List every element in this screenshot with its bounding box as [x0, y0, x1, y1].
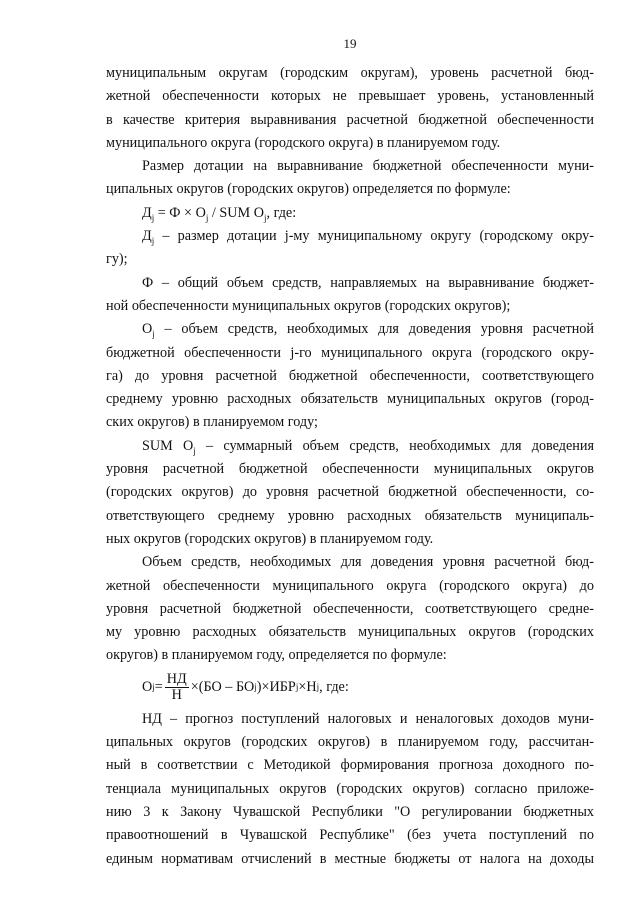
- fraction-numerator: НД: [166, 671, 187, 688]
- formula-fraction: [165, 672, 189, 703]
- text-sub: j: [193, 445, 196, 456]
- formula-ibr: ИБР: [269, 679, 296, 696]
- text-part: – суммарный объем средств, необходимых для доведения: [195, 437, 594, 454]
- text-part: O: [142, 321, 153, 338]
- formula-paren-close: ): [256, 679, 262, 696]
- text-part: – размер дотации j-му муниципальному округу (городскому окру-: [154, 228, 594, 245]
- formula-times: ×: [261, 679, 270, 696]
- text-line: жетной обеспеченности муниципального округа (городского округа) до: [106, 577, 594, 594]
- formula-part: , где:: [266, 204, 297, 221]
- text-line: Ф – общий объем средств, направляемых на выравнивание бюджет-: [142, 274, 594, 291]
- formula-times: ×: [190, 679, 199, 696]
- text-line: единым нормативам отчислений в местные бюджеты от налога на доходы: [106, 850, 594, 867]
- text-line: ципальных округов (городских округов) определяется по формуле:: [106, 181, 511, 198]
- formula-n: Н: [306, 679, 317, 696]
- text-sub: j: [151, 235, 155, 246]
- text-line: жетной обеспеченности которых не превышает уровень, установленный: [106, 88, 594, 105]
- formula-lhs: O: [142, 679, 153, 696]
- text-line: ских округов) в планируемом году;: [106, 414, 318, 431]
- document-body: [106, 62, 594, 871]
- text-line: НД – прогноз поступлений налоговых и неналоговых доходов муни-: [142, 710, 594, 727]
- text-line: Размер дотации на выравнивание бюджетной обеспеченности муни-: [142, 158, 594, 175]
- text-sub: j: [152, 329, 155, 340]
- text-line: гу);: [106, 251, 128, 268]
- text-line: уровня расчетной бюджетной обеспеченности, соответствующего средне-: [106, 600, 594, 617]
- text-line: ный в соответствии с Методикой формирования прогноза доходного по-: [106, 757, 594, 774]
- formula-line: [106, 202, 594, 225]
- formula-tail: , где:: [319, 679, 349, 696]
- text-line: га) до уровня расчетной бюджетной обеспеченности, соответствующего: [106, 367, 594, 384]
- page-number: 19: [343, 36, 357, 51]
- text-line: среднему уровню расходных обязательств муниципальных округов (город-: [106, 391, 594, 408]
- text-line: [106, 318, 594, 341]
- formula-part: Д: [142, 204, 152, 221]
- text-part: SUM O: [142, 437, 194, 454]
- formula-sub: j: [205, 212, 209, 223]
- formula-part: = Ф × O: [154, 204, 206, 221]
- formula-sub: j: [151, 212, 155, 223]
- text-line: ной обеспеченности муниципальных округов (городских округов);: [106, 297, 511, 314]
- text-line: правоотношений в Чувашской Республике" (без учета поступлений по: [106, 827, 594, 844]
- text-line: му уровню расходных обязательств муниципальных округов (городских: [106, 624, 594, 641]
- text-part: – объем средств, необходимых для доведения уровня расчетной: [154, 321, 594, 338]
- text-line: (городских округов) до уровня расчетной бюджетной обеспеченности, со-: [106, 484, 594, 501]
- formula-part: / SUM O: [208, 204, 264, 221]
- formula-sub: j: [152, 682, 155, 693]
- text-line: муниципального округа (городского округа) в планируемом году.: [106, 134, 501, 151]
- text-line: тенциала муниципальных округов (городских округов) согласно приложе-: [106, 780, 594, 797]
- text-line: уровня расчетной бюджетной обеспеченности муниципальных округов: [106, 461, 594, 478]
- text-line: [106, 435, 594, 458]
- text-line: ных округов (городских округов) в планируемом году.: [106, 530, 434, 547]
- formula-block: [106, 668, 594, 708]
- text-line: ципальных округов (городских округов) в планируемом году, рассчитан-: [106, 734, 594, 751]
- text-line: ответствующего среднему уровню расходных обязательств муниципаль-: [106, 507, 594, 524]
- text-line: нию 3 к Закону Чувашской Республики "О регулировании бюджетных: [106, 803, 594, 820]
- text-line: [106, 225, 594, 248]
- text-line: муниципальным округам (городским округам), уровень расчетной бюд-: [106, 65, 594, 81]
- formula-eq: =: [154, 679, 163, 696]
- document-page: [106, 0, 594, 905]
- text-line: в качестве критерия выравнивания расчетной бюджетной обеспеченности: [106, 111, 594, 128]
- text-line: округов) в планируемом году, определяется по формуле:: [106, 647, 447, 664]
- text-line: Объем средств, необходимых для доведения уровня расчетной бюд-: [142, 554, 594, 571]
- formula-times: ×: [298, 679, 307, 696]
- text-line: бюджетной обеспеченности j-го муниципального округа (городского окру-: [106, 344, 594, 361]
- text-part: Д: [142, 228, 152, 245]
- formula-paren: (БО – БО: [198, 679, 255, 696]
- formula-sub: j: [316, 682, 320, 693]
- formula-sub: j: [254, 682, 257, 693]
- formula-sub: j: [295, 682, 299, 693]
- fraction-denominator: Н: [171, 687, 182, 704]
- formula-sub: j: [263, 212, 267, 223]
